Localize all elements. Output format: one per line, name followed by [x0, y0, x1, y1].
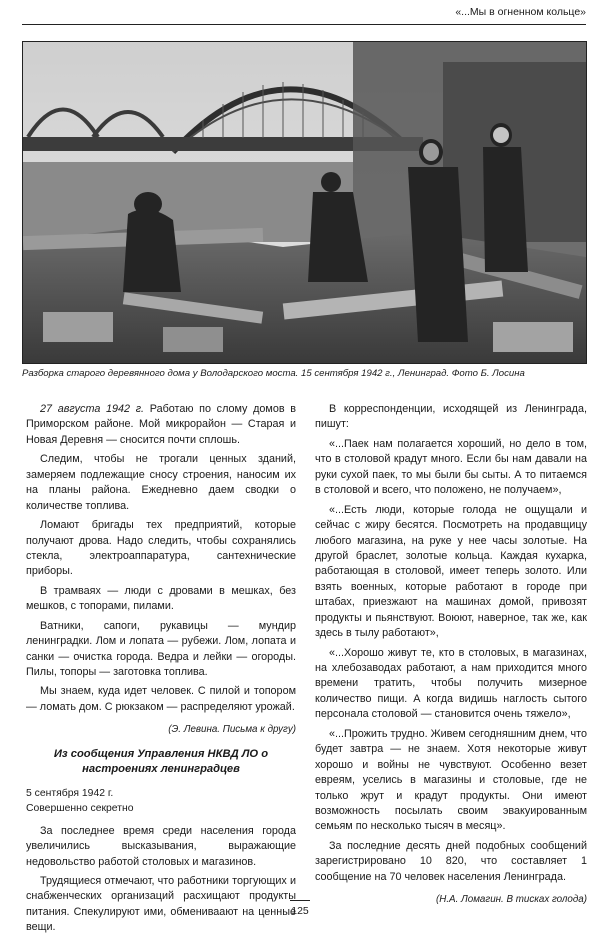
diary-date: 27 августа 1942 г. — [40, 403, 145, 415]
right-source: (Н.А. Ломагин. В тисках голода) — [436, 894, 587, 906]
nkvd-paragraph-2: Трудящиеся отмечают, что работники торгующих и снабженческих организаций расхищают продукты питания. Спекулируют ими, обмениваают на ценные вещи. — [26, 875, 296, 934]
diary-p1-text: Работаю по слому домов в Приморском районе. Мой микрорайон — Старая и Новая Деревня — сносится почти сплошь. — [26, 403, 297, 446]
diary-paragraph-6: Мы знаем, куда идет человек. С пилой и топором — ломать дом. С рюкзаком — распределяют урожай. — [26, 685, 296, 713]
photo-caption: Разборка старого деревянного дома у Володарского моста. 15 сентября 1942 г., Ленинград. Фото Б. Лосина — [22, 368, 525, 379]
diary-paragraph-2: Следим, чтобы не трогали ценных зданий, замеряем подлежащие сносу строения, наносим их на планы района. Ежедневно даем сводки о количестве топлива. — [26, 453, 296, 512]
nkvd-date: 5 сентября 1942 г. — [26, 787, 114, 799]
diary-paragraph-5: Ватники, сапоги, рукавицы — мундир ленинградки. Лом и лопата — рубежи. Лом, лопата и санки — очистка города. Ведра и лейки — огороды. Пилы, топоры — заготовка топлива. — [26, 619, 296, 678]
right-paragraph-6: За последние десять дней подобных сообщений зарегистрировано 10 820, что составляет 1 сообщение на 70 человек населения Ленинграда. — [315, 839, 587, 883]
diary-paragraph-3: Ломают бригады тех предприятий, которые получают дрова. Надо следить, чтобы сохранялись стекла, электроаппаратура, сантехнические приборы. — [26, 519, 296, 578]
historical-photo — [22, 41, 587, 364]
page-number: 125 — [291, 905, 309, 917]
right-paragraph-3: «...Есть люди, которые голода не ощущали и сейчас с жиру бесятся. Посмотреть на продавщицу любого магазина, на руке у нее часы золотые. На другой браслет, золотые кольца. Каждая кухарка, работающая в столовой, имеет теперь золото. Или взять военных, которые работают в городе при штабах, приезжают на машинах домой, привозят продукты и пьянствуют. Воюют, наверное, так же, как здесь в тылу работают», — [315, 503, 587, 640]
right-paragraph-1: В корреспонденции, исходящей из Ленинграда, пишут: — [315, 403, 587, 431]
nkvd-paragraph-1: За последнее время среди населения города увеличились высказывания, выражающие недовольство работой столовых и магазинов. — [26, 824, 296, 868]
right-paragraph-2: «...Паек нам полагается хороший, но дело в том, что в столовой крадут много. Если бы нам давали на руки сухой паек, то мы были бы сыты. А то питаемся в столовой и всего, что положено, не получаем», — [315, 437, 587, 497]
left-column — [26, 402, 296, 940]
right-column — [315, 402, 587, 917]
right-paragraph-5: «...Прожить трудно. Живем сегодняшним днем, что будет завтра — не знаем. Хотя некоторые живут хорошо и войны не чувствуют. Особенно везет евреям, уселись в магазины и столовые, где не только жрут и крадут продукты. Они имеют возможность посылать своим эвакуированным семьям по несколько тысяч в месяц». — [315, 727, 587, 833]
right-paragraph-4: «...Хорошо живут те, кто в столовых, в магазинах, на хлебозаводах работают, а нам приходится много времени тратить, чтобы получить мизерное количество пищи. А когда видишь наглость сытого персонала столовой — становится очень тяжело», — [315, 646, 587, 721]
diary-paragraph-4: В трамваях — люди с дровами в мешках, без мешков, с топорами, пилами. — [26, 584, 296, 613]
page-number-rule — [290, 900, 310, 901]
diary-paragraph-1 — [26, 402, 296, 448]
nkvd-meta — [26, 786, 296, 816]
diary-source: (Э. Левина. Письма к другу) — [168, 724, 296, 736]
header-rule — [22, 24, 586, 25]
nkvd-section-title: Из сообщения Управления НКВД ЛО о настроениях ленинградцев — [53, 748, 269, 776]
running-header: «...Мы в огненном кольце» — [455, 6, 586, 18]
nkvd-classification: Совершенно секретно — [26, 802, 134, 814]
